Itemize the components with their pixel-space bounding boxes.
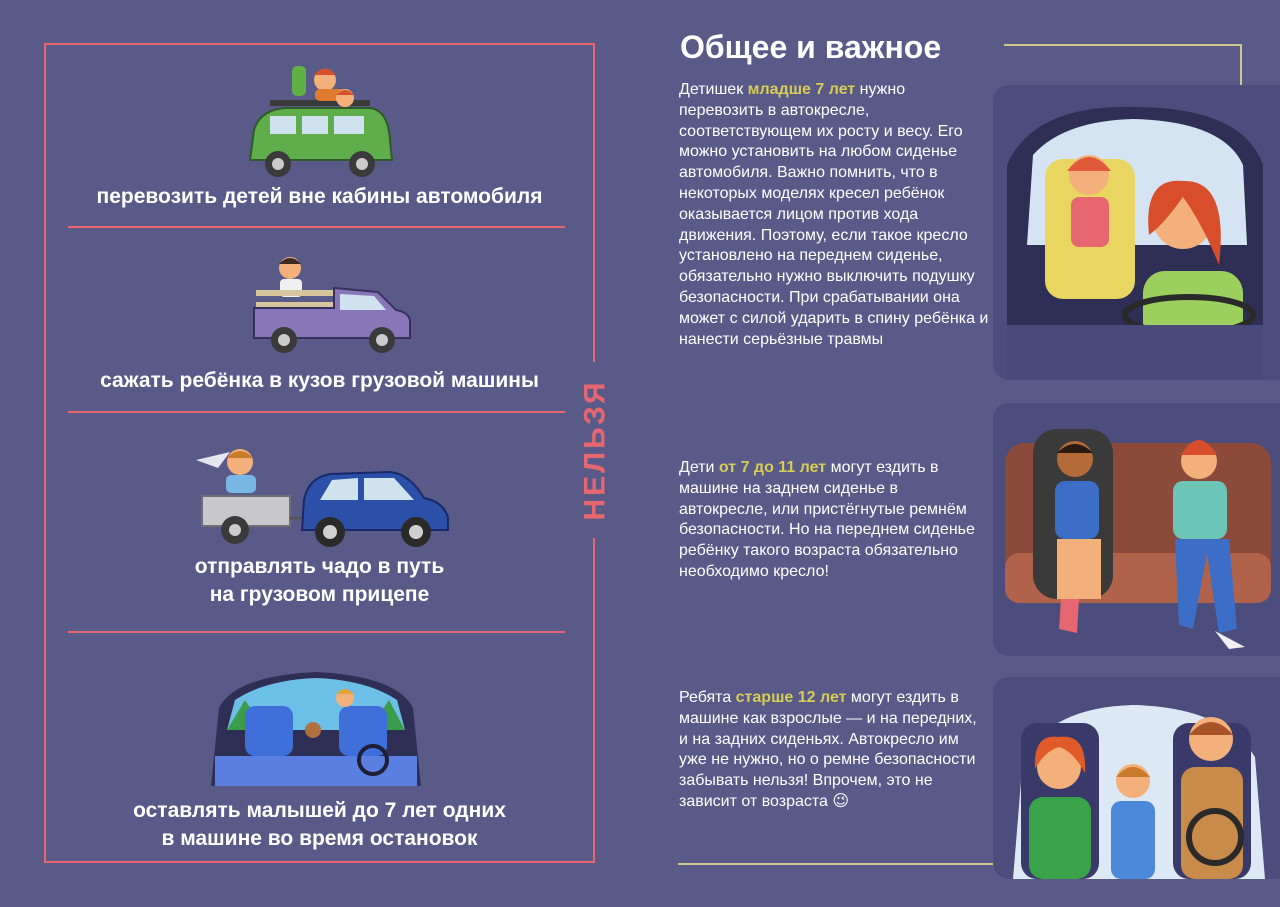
trailer-car-child-illustration bbox=[190, 438, 460, 550]
decorative-line bbox=[1240, 45, 1242, 85]
info-block-over-12: Ребята старше 12 лет могут ездить в машине как взрослые — и на передних, и на задних сиденьях. Автокресло им уже не нужно, но о ремне безопасности забывать нельзя! Впрочем, это не зависит от возраста 😉 bbox=[679, 689, 977, 810]
forbidden-vertical-label: НЕЛЬЗЯ bbox=[579, 379, 612, 521]
age-highlight: старше 12 лет bbox=[735, 689, 847, 706]
divider bbox=[68, 411, 565, 413]
forbidden-item-1-caption: перевозить детей вне кабины автомобиля bbox=[96, 185, 543, 208]
info-block-7-11: Дети от 7 до 11 лет могут ездить в машине на заднем сиденье в автокресле, или пристёгнутые ремнём безопасности. Но на переднем сиденье ребёнку такого возраста обязательно необходимо кресло! bbox=[679, 459, 975, 580]
forbidden-item-4-caption: оставлять малышей до 7 лет одних в машине во время остановок bbox=[133, 799, 506, 850]
car-roof-kids-illustration bbox=[240, 60, 400, 185]
age-highlight: младше 7 лет bbox=[747, 81, 856, 98]
illustration-mother-child-seat bbox=[993, 85, 1280, 380]
info-block-under-7: Детишек младше 7 лет нужно перевозить в автокресле, соответствующем их росту и весу. Его можно установить на любом сиденье автомобиля. Важно помнить, что в некоторых моделях кресел ребёнок оказывается лицом против хода движения. Поэтому, если такое кресло установлено на переднем сиденье, обязательно нужно выключить подушку безопасности. При срабатывании она может с силой ударить в спину ребёнка и нанести серьёзные травмы bbox=[679, 81, 989, 348]
page-title: Общее и важное bbox=[680, 29, 942, 65]
divider bbox=[68, 631, 565, 633]
title-underline bbox=[1004, 44, 1242, 46]
forbidden-item-2-caption: сажать ребёнка в кузов грузовой машины bbox=[100, 369, 539, 392]
illustration-family-seatbelts bbox=[993, 677, 1280, 879]
decorative-line bbox=[678, 863, 998, 865]
divider bbox=[68, 226, 565, 228]
illustration-back-seat-kids bbox=[993, 403, 1280, 656]
car-interior-child-illustration bbox=[205, 660, 427, 792]
pickup-truck-child-illustration bbox=[250, 248, 415, 358]
forbidden-item-3-caption: отправлять чадо в путь на грузовом прицепе bbox=[194, 555, 445, 606]
age-highlight: от 7 до 11 лет bbox=[718, 459, 827, 476]
